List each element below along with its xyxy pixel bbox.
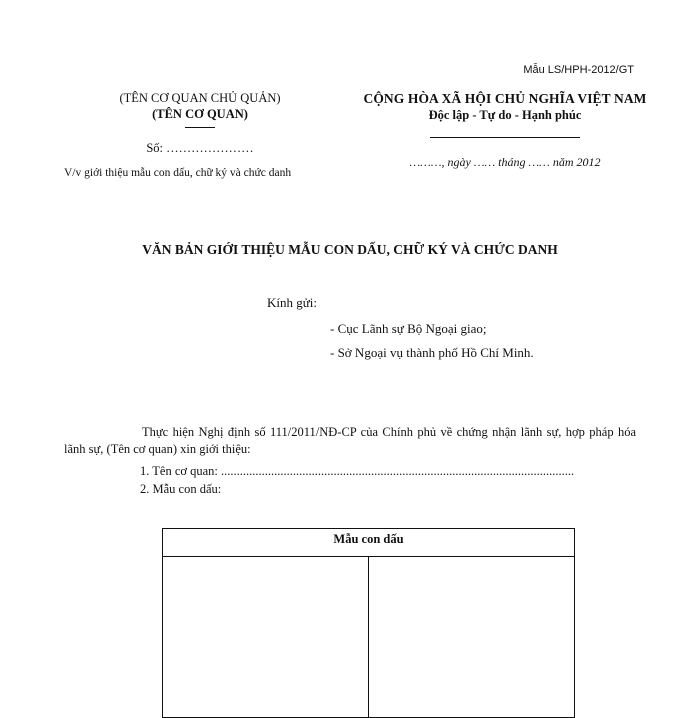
body-paragraph bbox=[64, 424, 636, 458]
form-code: Mẫu LS/HPH-2012/GT bbox=[523, 64, 634, 76]
item-seal-sample: 2. Mẫu con dấu: bbox=[140, 482, 222, 496]
document-subject: V/v giới thiệu mẫu con dấu, chữ ký và chức danh bbox=[64, 167, 292, 179]
agency-name: (TÊN CƠ QUAN) bbox=[152, 107, 248, 121]
recipient-item: - Sở Ngoại vụ thành phố Hồ Chí Minh. bbox=[330, 345, 534, 360]
greeting: Kính gửi: bbox=[267, 295, 318, 310]
date-line: ………, ngày …… tháng …… năm 2012 bbox=[409, 155, 601, 169]
national-motto: Độc lập - Tự do - Hạnh phúc bbox=[428, 108, 582, 122]
country-name: CỘNG HÒA XÃ HỘI CHỦ NGHĨA VIỆT NAM bbox=[363, 91, 647, 106]
seal-sample-table bbox=[162, 528, 575, 718]
divider bbox=[185, 127, 215, 128]
document-title: VĂN BẢN GIỚI THIỆU MẪU CON DẤU, CHỮ KÝ VÀ CHỨC DANH bbox=[142, 242, 558, 257]
table-header: Mẫu con dấu bbox=[163, 529, 574, 557]
right-header bbox=[350, 90, 660, 138]
table-column-divider bbox=[368, 557, 369, 717]
recipient-item: - Cục Lãnh sự Bộ Ngoại giao; bbox=[330, 321, 487, 336]
left-header bbox=[80, 90, 320, 128]
divider bbox=[430, 137, 580, 138]
parent-agency: (TÊN CƠ QUAN CHỦ QUẢN) bbox=[119, 91, 281, 105]
document-number: Số: ………………… bbox=[146, 141, 254, 155]
body-paragraph-text: Thực hiện Nghị định số 111/2011/NĐ-CP của Chính phủ về chứng nhận lãnh sự, hợp pháp hóa lãnh sự, (Tên cơ quan) xin giới thiệu: bbox=[64, 425, 636, 456]
item-agency-name: 1. Tên cơ quan: ................................................................................................................. bbox=[140, 464, 575, 478]
